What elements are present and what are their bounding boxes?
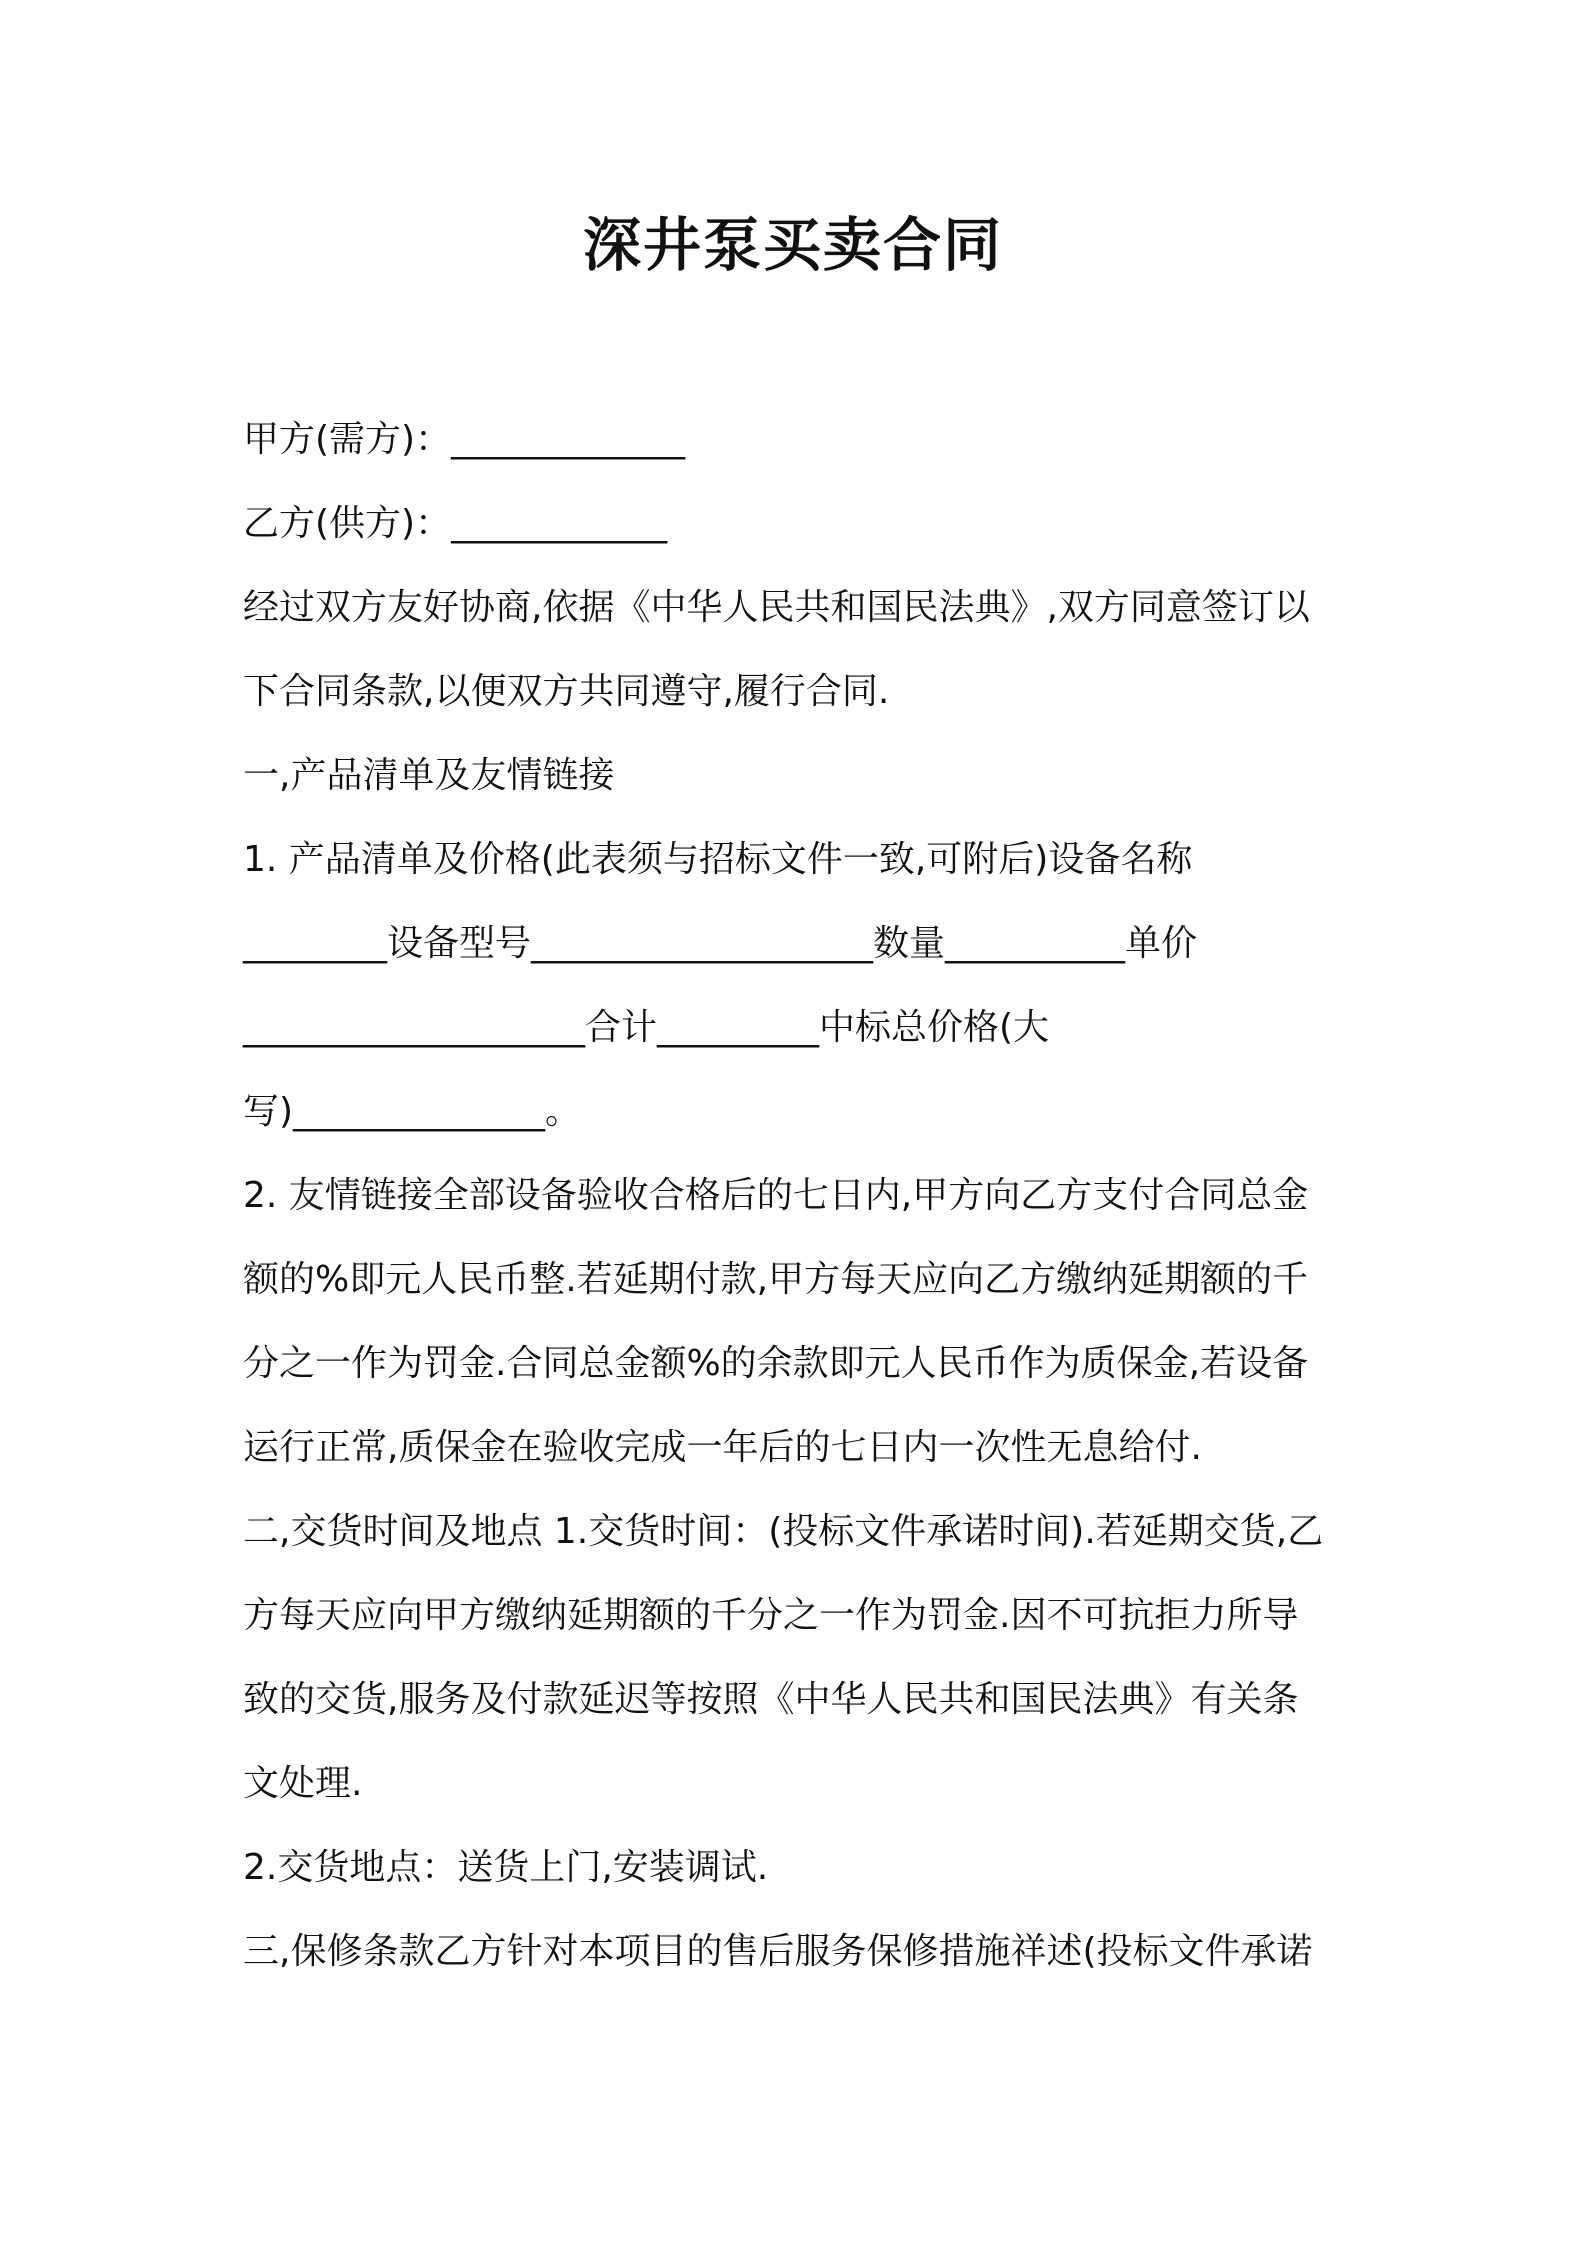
paragraph-line: 2.交货地点：送货上门,安装调试. <box>243 1847 769 1888</box>
party-a-line: 甲方(需方)：_____________ <box>243 419 686 460</box>
paragraph-line: 致的交货,服务及付款延迟等按照《中华人民共和国民法典》有关条 <box>243 1679 1299 1720</box>
paragraph-line: 2. 友情链接全部设备验收合格后的七日内,甲方向乙方支付合同总金 <box>243 1175 1309 1216</box>
paragraph-line: ___________________合计_________中标总价格(大 <box>243 1007 1050 1048</box>
paragraph-line: 方每天应向甲方缴纳延期额的千分之一作为罚金.因不可抗拒力所导 <box>243 1595 1299 1636</box>
paragraph-line: 分之一作为罚金.合同总金额%的余款即元人民币作为质保金,若设备 <box>243 1343 1309 1384</box>
paragraph-line: 经过双方友好协商,依据《中华人民共和国民法典》,双方同意签订以 <box>243 587 1310 628</box>
paragraph-line: 二,交货时间及地点 1.交货时间：(投标文件承诺时间).若延期交货,乙 <box>243 1511 1324 1552</box>
paragraph-line: 1. 产品清单及价格(此表须与招标文件一致,可附后)设备名称 <box>243 839 1193 880</box>
paragraph-line: 下合同条款,以便双方共同遵守,履行合同. <box>243 671 890 712</box>
party-b-line: 乙方(供方)：____________ <box>243 503 668 544</box>
paragraph-line: ________设备型号___________________数量__________单价 <box>243 923 1198 964</box>
document-title: 深井泵买卖合同 <box>582 211 1003 279</box>
section-heading: 一,产品清单及友情链接 <box>243 755 615 796</box>
paragraph-line: 三,保修条款乙方针对本项目的售后服务保修措施祥述(投标文件承诺 <box>243 1931 1313 1972</box>
paragraph-line: 写)______________。 <box>243 1091 582 1132</box>
document-body <box>243 398 1353 1994</box>
paragraph-line: 运行正常,质保金在验收完成一年后的七日内一次性无息给付. <box>243 1427 1202 1468</box>
paragraph-line: 文处理. <box>243 1763 363 1804</box>
paragraph-line: 额的%即元人民币整.若延期付款,甲方每天应向乙方缴纳延期额的千 <box>243 1259 1309 1300</box>
